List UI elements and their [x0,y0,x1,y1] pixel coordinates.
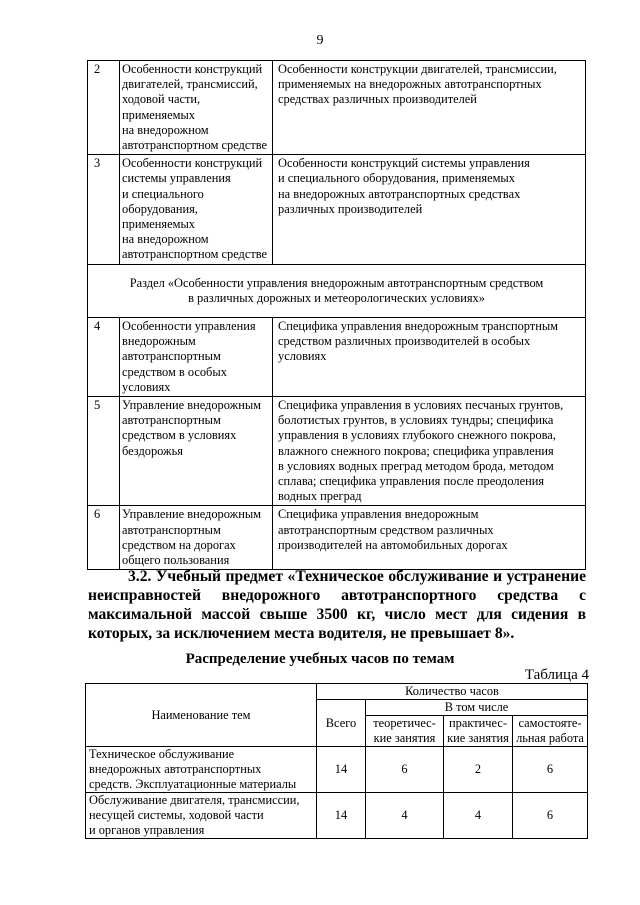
text-line: двигателей, трансмиссий, [122,77,258,92]
text-line: общего пользования [122,553,230,568]
table-row [88,397,586,506]
text-line: на внедорожном [122,232,209,247]
hours-table [85,683,588,839]
total-cell: 14 [317,793,366,839]
subject-heading: 3.2. Учебный предмет «Техническое обслуживание и устранение неисправностей внедорожного автотранспортного средства с максимальной массой свыше 3500 кг, число мест для сидения в которых, за исключением места водителя, не превышает 8». [88,568,586,642]
text-line: автотранспортным [122,522,221,537]
text-line: теоретичес- [373,716,436,730]
row-number: 3 [88,155,120,264]
text-line: условиях [122,379,171,394]
text-line: различных производителей [278,201,423,216]
col-hours-header: Количество часов [317,684,588,700]
text-line: автотранспортном средстве [122,138,268,153]
text-line: кие занятия [447,731,509,745]
text-line: средств. Эксплуатационные материалы [89,777,297,791]
text-line: Особенности конструкций [122,62,263,76]
text-line: Раздел «Особенности управления внедорожным автотранспортным средством [129,275,544,290]
text-line: применяемых на внедорожных автотранспортных [278,77,542,92]
practice-cell: 2 [444,747,513,793]
text-line: управления в условиях глубокого снежного покрова, [278,428,556,443]
text-line: автотранспортным [122,349,221,364]
text-line: Управление внедорожным [122,507,261,522]
header-row [86,684,588,700]
topic-description [273,397,586,506]
topic-description [273,155,586,264]
text-line: системы управления [122,171,231,186]
text-line: Специфика управления внедорожным [278,507,479,522]
text-line: влажного снежного покрова; специфика управления [278,443,554,458]
text-line: на внедорожных автотранспортных средствах [278,186,521,201]
distribution-title: Распределение учебных часов по темам [185,651,455,667]
text-line: Особенности конструкций [122,156,263,171]
text-line: Техническое обслуживание [89,747,235,761]
text-line: несущей системы, ходовой части [89,808,264,822]
text-line: и специального [122,186,204,201]
text-line: льная работа [516,731,584,745]
text-line: в условиях водных преград методом брода, методом [278,458,554,473]
text-line: и специального оборудования, применяемых [278,171,515,186]
col-topic-header: Наименование тем [86,684,317,747]
text-line: Специфика управления в условиях песчаных грунтов, [278,398,564,413]
row-number: 6 [88,506,120,570]
topic-description [273,318,586,397]
topic-name [120,506,273,570]
table-label: Таблица 4 [524,667,589,683]
col-total-header: Всего [317,700,366,747]
text-line: Особенности конструкции двигателей, трансмиссии, [278,62,557,76]
topic-cell [86,747,317,793]
topic-description [273,506,586,570]
text-line: производителей на автомобильных дорогах [278,537,508,552]
col-self-header [513,716,588,747]
text-line: оборудования, [122,201,198,216]
table-row [86,747,588,793]
text-line: средством на дорогах [122,537,236,552]
text-line: автотранспортным [122,413,221,428]
text-line: Обслуживание двигателя, трансмиссии, [89,793,300,807]
text-line: средствах различных производителей [278,92,477,107]
text-line: Особенности управления [122,319,256,334]
total-cell: 14 [317,747,366,793]
topics-table [87,60,586,570]
text-line: Управление внедорожным [122,398,261,413]
text-line: Специфика управления внедорожным транспортным [278,319,559,334]
text-line: на внедорожном [122,122,209,137]
text-line: самостояте- [518,716,582,730]
self-cell: 6 [513,747,588,793]
table-row [88,61,586,155]
table-row [86,793,588,839]
section-title [88,264,586,317]
row-number: 4 [88,318,120,397]
table-row [88,155,586,264]
topic-name [120,155,273,264]
col-theory-header [366,716,444,747]
page-number: 9 [316,33,324,48]
text-line: ходовой части, [122,92,201,107]
text-line: сплава; специфика управления после преодоления [278,474,545,489]
col-practice-header [444,716,513,747]
practice-cell: 4 [444,793,513,839]
section-row [88,264,586,317]
text-line: автотранспортном средстве [122,247,268,262]
col-incl-header: В том числе [366,700,588,716]
table-row [88,318,586,397]
text-line: болотистых грунтов, в условиях тундры; специфика [278,413,554,428]
row-number: 2 [88,61,120,155]
self-cell: 6 [513,793,588,839]
text-line: внедорожных автотранспортных [89,762,262,776]
text-line: средством в особых [122,364,227,379]
topic-description [273,61,586,155]
theory-cell: 6 [366,747,444,793]
text-line: и органов управления [89,823,205,837]
topic-name [120,397,273,506]
text-line: Особенности конструкций системы управления [278,156,530,171]
text-line: водных преград [278,489,362,504]
topic-cell [86,793,317,839]
text-line: кие занятия [373,731,436,745]
topic-name [120,61,273,155]
text-line: практичес- [449,716,507,730]
text-line: условиях [278,349,327,364]
text-line: в различных дорожных и метеорологических условиях» [188,290,485,305]
text-line: средством различных производителей в особых [278,334,531,349]
topic-name [120,318,273,397]
table-row [88,506,586,570]
theory-cell: 4 [366,793,444,839]
text-line: средством в условиях [122,428,237,443]
text-line: применяемых [122,107,195,122]
row-number: 5 [88,397,120,506]
text-line: бездорожья [122,443,183,458]
text-line: автотранспортным средством различных [278,522,494,537]
text-line: внедорожным [122,334,196,349]
text-line: применяемых [122,217,195,232]
